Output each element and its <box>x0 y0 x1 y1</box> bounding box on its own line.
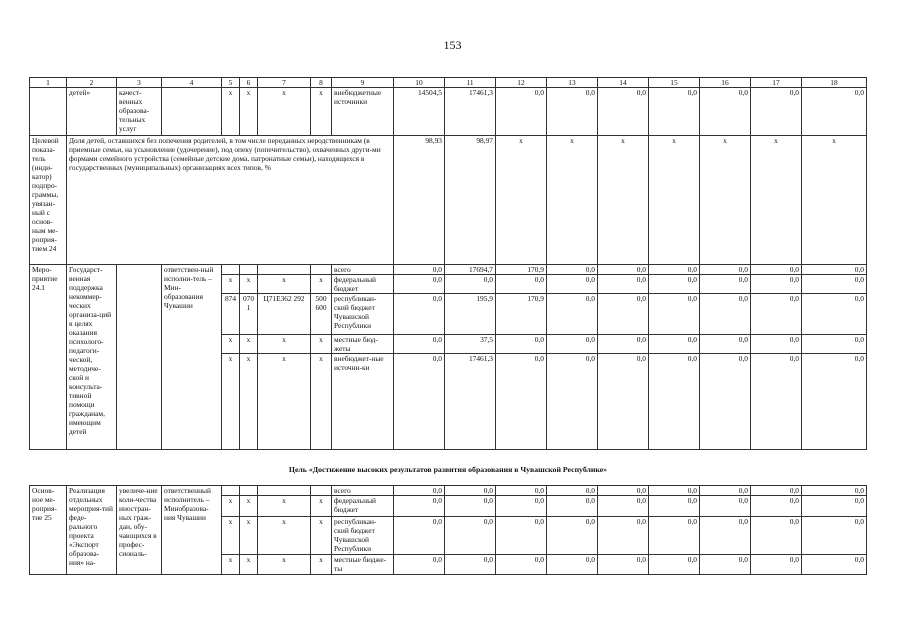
cell: 0,0 <box>394 335 445 354</box>
cell: х <box>258 335 311 354</box>
cell <box>240 486 258 496</box>
indicator-text: Доля детей, оставшихся без попечения родителей, в том числе переданных неродственникам (в приемные семьи, на усыновление (удочерение), под опеку (попечительство), охваченных други-ми формами семейного устройства (семейные детские дома, патронатные семьи), находящихся в государственных (муниципальных) организациях всех типов, % <box>67 136 394 265</box>
cell: 0,0 <box>547 335 598 354</box>
cell: 0,0 <box>751 265 802 275</box>
cell: 37,5 <box>445 335 496 354</box>
cell <box>258 486 311 496</box>
event25-table <box>29 485 867 575</box>
cell: 98,97 <box>445 136 496 265</box>
column-number: 10 <box>394 78 445 88</box>
column-number: 4 <box>162 78 222 88</box>
cell: 0,0 <box>547 265 598 275</box>
cell: 0,0 <box>700 486 751 496</box>
cell: 0,0 <box>598 486 649 496</box>
cell: 0,0 <box>598 555 649 575</box>
cell: 0,0 <box>394 275 445 294</box>
main-table-block <box>29 77 867 450</box>
cell: 0,0 <box>751 517 802 555</box>
expected-result: увеличе-ние коли-чества иностран-ных граж-дан, обу-чающихся в профес-сиональ- <box>117 486 162 575</box>
cell: 0,0 <box>496 88 547 136</box>
cell: х <box>240 275 258 294</box>
cell: х <box>240 88 258 136</box>
cell: 0,0 <box>802 294 867 335</box>
cell: 0,0 <box>598 275 649 294</box>
cell: 17694,7 <box>445 265 496 275</box>
cell: 500 600 <box>311 294 332 335</box>
cell: 0,0 <box>445 275 496 294</box>
cell: 0,0 <box>802 88 867 136</box>
cell: х <box>311 88 332 136</box>
cell: 14504,5 <box>394 88 445 136</box>
cell: х <box>240 354 258 450</box>
cell: х <box>240 335 258 354</box>
cell: х <box>258 275 311 294</box>
cell: 0,0 <box>802 354 867 450</box>
indicator-row <box>30 136 867 265</box>
funding-source: внебюджет-ные источни-ки <box>332 354 394 450</box>
column-number-row <box>30 78 867 88</box>
column-number: 15 <box>649 78 700 88</box>
cell: 0,0 <box>751 496 802 517</box>
cell: х <box>222 354 240 450</box>
cell: 17461,3 <box>445 354 496 450</box>
cell <box>30 88 67 136</box>
cell: 0701 <box>240 294 258 335</box>
cell: 0,0 <box>700 335 751 354</box>
cell: 0,0 <box>394 496 445 517</box>
cell: 0,0 <box>700 275 751 294</box>
cell: 0,0 <box>496 486 547 496</box>
cell: 0,0 <box>700 555 751 575</box>
cell: х <box>496 136 547 265</box>
cell: 0,0 <box>598 88 649 136</box>
cell: 0,0 <box>649 294 700 335</box>
cell: х <box>222 335 240 354</box>
cell <box>258 265 311 275</box>
cell: 0,0 <box>394 517 445 555</box>
goal-title: Цель «Достижение высоких результатов развития образования в Чувашской Республике» <box>288 465 608 474</box>
cell: 0,0 <box>802 486 867 496</box>
cell <box>240 265 258 275</box>
funding-source: всего <box>332 265 394 275</box>
cell: Ц71Е362 292 <box>258 294 311 335</box>
cell: 0,0 <box>802 496 867 517</box>
cell <box>311 265 332 275</box>
cell: 0,0 <box>802 555 867 575</box>
cell: 0,0 <box>496 517 547 555</box>
table-row <box>30 88 867 136</box>
responsible-executor: ответственный исполнитель – Минобразова-ния Чувашии <box>162 486 222 575</box>
cell: 874 <box>222 294 240 335</box>
cell: детей» <box>67 88 117 136</box>
cell: 0,0 <box>496 555 547 575</box>
column-number: 1 <box>30 78 67 88</box>
cell <box>222 486 240 496</box>
responsible-executor: ответствен-ный исполни-тель – Мин-образования Чувашии <box>162 265 222 450</box>
column-number: 18 <box>802 78 867 88</box>
cell: 0,0 <box>547 354 598 450</box>
funding-source: всего <box>332 486 394 496</box>
cell <box>117 265 162 450</box>
column-number: 17 <box>751 78 802 88</box>
cell: 0,0 <box>751 555 802 575</box>
cell: 0,0 <box>547 517 598 555</box>
cell: внебюджетные источники <box>332 88 394 136</box>
cell: х <box>258 555 311 575</box>
cell: 0,0 <box>598 517 649 555</box>
cell: х <box>222 496 240 517</box>
cell: 0,0 <box>547 275 598 294</box>
cell: 0,0 <box>394 354 445 450</box>
cell: 0,0 <box>649 496 700 517</box>
event-label: Меро-приятие 24.1 <box>30 265 67 450</box>
table-row <box>30 265 867 275</box>
cell: 0,0 <box>547 88 598 136</box>
cell: 0,0 <box>496 335 547 354</box>
cell: 0,0 <box>649 486 700 496</box>
cell: 0,0 <box>649 555 700 575</box>
cell: 0,0 <box>496 496 547 517</box>
cell: х <box>311 335 332 354</box>
column-number: 12 <box>496 78 547 88</box>
funding-source: республикан-ский бюджет Чувашской Республики <box>332 294 394 335</box>
cell: х <box>222 275 240 294</box>
cell: 0,0 <box>700 265 751 275</box>
funding-source: местные бюдже-ты <box>332 555 394 575</box>
cell: 0,0 <box>802 335 867 354</box>
column-number: 5 <box>222 78 240 88</box>
cell: 0,0 <box>598 496 649 517</box>
cell: качест-венных образова-тельных услуг <box>117 88 162 136</box>
cell: 0,0 <box>547 486 598 496</box>
cell: х <box>547 136 598 265</box>
funding-source: федеральный бюджет <box>332 275 394 294</box>
table-row <box>30 486 867 496</box>
cell: 0,0 <box>649 275 700 294</box>
cell: 0,0 <box>700 517 751 555</box>
cell: 0,0 <box>649 88 700 136</box>
cell: 0,0 <box>394 486 445 496</box>
cell: х <box>802 136 867 265</box>
cell: х <box>258 517 311 555</box>
main-table <box>29 77 867 450</box>
column-number: 11 <box>445 78 496 88</box>
cell: 0,0 <box>751 486 802 496</box>
cell: 0,0 <box>700 88 751 136</box>
column-number: 14 <box>598 78 649 88</box>
cell <box>311 486 332 496</box>
cell: 0,0 <box>751 88 802 136</box>
cell: 98,93 <box>394 136 445 265</box>
cell: х <box>240 517 258 555</box>
event25-table-block <box>29 485 867 575</box>
column-number: 2 <box>67 78 117 88</box>
cell: 195,9 <box>445 294 496 335</box>
cell <box>222 265 240 275</box>
cell: 0,0 <box>751 294 802 335</box>
cell: х <box>311 517 332 555</box>
cell: х <box>649 136 700 265</box>
indicator-label: Целевой показа-тель (инди-катор) подпро-граммы, увязан-ный с основ-ным ме-роприя-тием 24 <box>30 136 67 265</box>
cell: х <box>222 88 240 136</box>
cell: 0,0 <box>547 555 598 575</box>
cell: 170,9 <box>496 294 547 335</box>
cell: 0,0 <box>445 496 496 517</box>
cell: 0,0 <box>649 517 700 555</box>
cell: 0,0 <box>598 354 649 450</box>
cell: 0,0 <box>649 335 700 354</box>
cell: 0,0 <box>649 265 700 275</box>
cell: х <box>311 275 332 294</box>
cell: х <box>751 136 802 265</box>
cell: 0,0 <box>598 335 649 354</box>
cell: 0,0 <box>496 354 547 450</box>
cell: 170,9 <box>496 265 547 275</box>
cell: х <box>222 555 240 575</box>
funding-source: республикан-ский бюджет Чувашской Республики <box>332 517 394 555</box>
cell: 0,0 <box>394 294 445 335</box>
cell: 0,0 <box>649 354 700 450</box>
cell: х <box>598 136 649 265</box>
cell: 0,0 <box>700 294 751 335</box>
column-number: 9 <box>332 78 394 88</box>
cell: 0,0 <box>547 294 598 335</box>
cell: 0,0 <box>802 265 867 275</box>
cell: х <box>258 354 311 450</box>
cell: х <box>240 555 258 575</box>
funding-source: местные бюд-жеты <box>332 335 394 354</box>
cell: х <box>311 555 332 575</box>
column-number: 8 <box>311 78 332 88</box>
cell: х <box>222 517 240 555</box>
cell <box>162 88 222 136</box>
cell: 0,0 <box>547 496 598 517</box>
cell: 0,0 <box>751 275 802 294</box>
event-label: Основ-ное ме-роприя-тие 25 <box>30 486 67 575</box>
cell: 0,0 <box>700 496 751 517</box>
cell: 0,0 <box>751 335 802 354</box>
column-number: 6 <box>240 78 258 88</box>
cell: 0,0 <box>802 275 867 294</box>
column-number: 3 <box>117 78 162 88</box>
cell: 0,0 <box>598 265 649 275</box>
page-number: 153 <box>443 38 462 52</box>
column-number: 7 <box>258 78 311 88</box>
funding-source: федеральный бюджет <box>332 496 394 517</box>
event-title: Государст-венная поддержка некоммер-ческих организа-ций в целях оказания психолого-педагоги-ческой, методиче-ской и консульта-тивной помощи гражданам, имеющим детей <box>67 265 117 450</box>
event-title: Реализация отдельных мероприя-тий феде-рального проекта «Экспорт образова-ния» на- <box>67 486 117 575</box>
cell: 0,0 <box>496 275 547 294</box>
cell: 0,0 <box>394 555 445 575</box>
cell: 0,0 <box>751 354 802 450</box>
cell: х <box>311 354 332 450</box>
column-number: 16 <box>700 78 751 88</box>
cell: 0,0 <box>598 294 649 335</box>
cell: х <box>700 136 751 265</box>
cell: х <box>258 88 311 136</box>
cell: 0,0 <box>445 555 496 575</box>
cell: х <box>258 496 311 517</box>
cell: 17461,3 <box>445 88 496 136</box>
cell: 0,0 <box>394 265 445 275</box>
cell: 0,0 <box>802 517 867 555</box>
cell: 0,0 <box>445 517 496 555</box>
cell: 0,0 <box>700 354 751 450</box>
cell: х <box>240 496 258 517</box>
column-number: 13 <box>547 78 598 88</box>
cell: х <box>311 496 332 517</box>
cell: 0,0 <box>445 486 496 496</box>
